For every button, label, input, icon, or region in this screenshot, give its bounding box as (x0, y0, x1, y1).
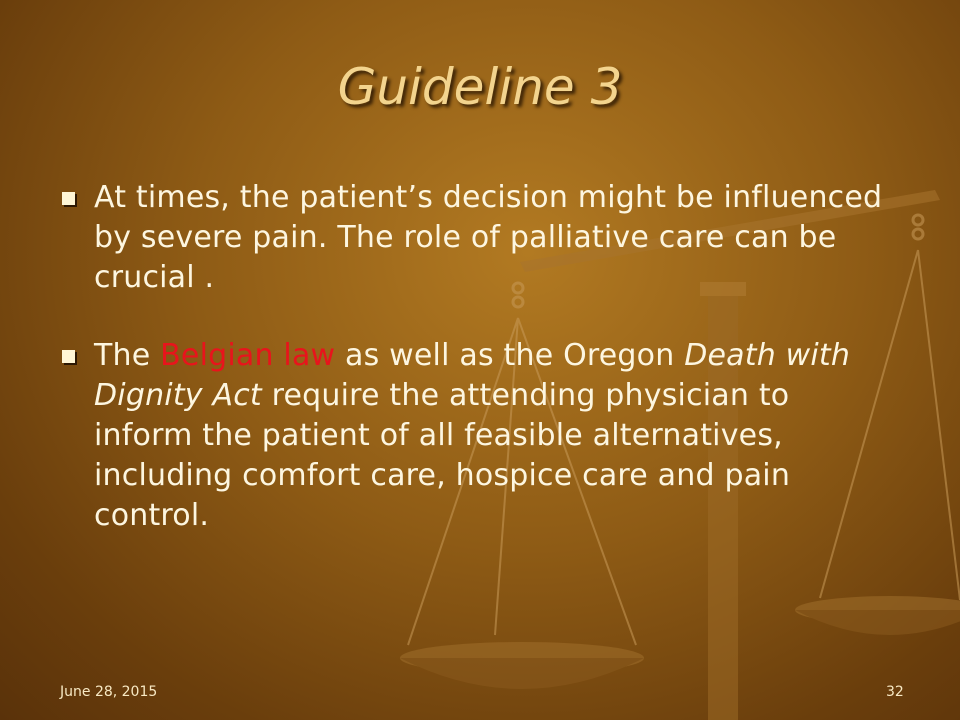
bullet-text-part: require the attending physician to inform the patient of all feasible alternatives, including comfort care, hospice care and pain control. (94, 378, 791, 533)
footer-date: June 28, 2015 (60, 684, 158, 700)
slide-title: Guideline 3 (337, 58, 623, 116)
square-bullet-icon (62, 350, 75, 363)
bullet-list (58, 178, 888, 536)
italic-act-name: Death with Dignity Act (94, 338, 851, 413)
bullet-text-part: as well as the Oregon (335, 338, 685, 373)
bullet-text-part: The (94, 338, 161, 373)
bullet-item (58, 178, 888, 298)
slide-number: 32 (886, 684, 904, 700)
highlighted-term: Belgian law (160, 338, 336, 373)
bullet-item (58, 336, 888, 536)
square-bullet-icon (62, 192, 75, 205)
bullet-text: At times, the patient’s decision might be influenced by severe pain. The role of palliative care can be crucial . (94, 180, 883, 295)
